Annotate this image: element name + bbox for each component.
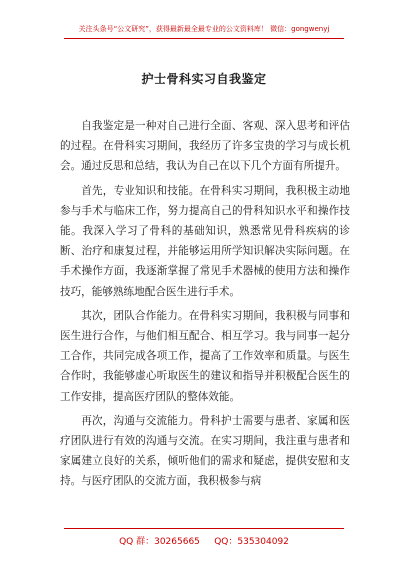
- footer-divider: [64, 528, 344, 529]
- paragraph: 再次，沟通与交流能力。骨科护士需要与患者、家属和医疗团队进行有效的沟通与交流。在实习期间，我注重与患者和家属建立良好的关系，倾听他们的需求和疑虑，提供安慰和支持。与医疗团队的交流方面，我积极参与病: [60, 414, 350, 488]
- header-note: 关注头条号“公文研究”，获得最新最全最专业的公文资料库！ 微信：gongwenyj: [78, 25, 330, 33]
- footer-contact: QQ 群：30265665 QQ：535304092: [119, 537, 289, 547]
- paragraph: 首先，专业知识和技能。在骨科实习期间，我积极主动地参与手术与临床工作，努力提高自己的骨科知识水平和操作技能。我深入学习了骨科的基础知识，熟悉常见骨科疾病的诊断、治疗和康复过程，并能够运用所学知识解决实际问题。在手术操作方面，我逐渐掌握了常见手术器械的使用方法和操作技巧，能够熟练地配合医生进行手术。: [60, 184, 350, 298]
- document-title: 护士骨科实习自我鉴定: [141, 72, 267, 86]
- header-divider: [64, 38, 344, 39]
- paragraph: 其次，团队合作能力。在骨科实习期间，我积极与同事和医生进行合作，与他们相互配合、相互学习。我与同事一起分工合作，共同完成各项工作，提高了工作效率和质量。与医生合作时，我能够虚心听取医生的建议和指导并积极配合医生的工作安排，提高医疗团队的整体效能。: [60, 309, 350, 403]
- paragraph: 自我鉴定是一种对自己进行全面、客观、深入思考和评估的过程。在骨科实习期间，我经历了许多宝贵的学习与成长机会。通过反思和总结，我认为自己在以下几个方面有所提升。: [60, 120, 350, 173]
- document-body: [60, 116, 350, 496]
